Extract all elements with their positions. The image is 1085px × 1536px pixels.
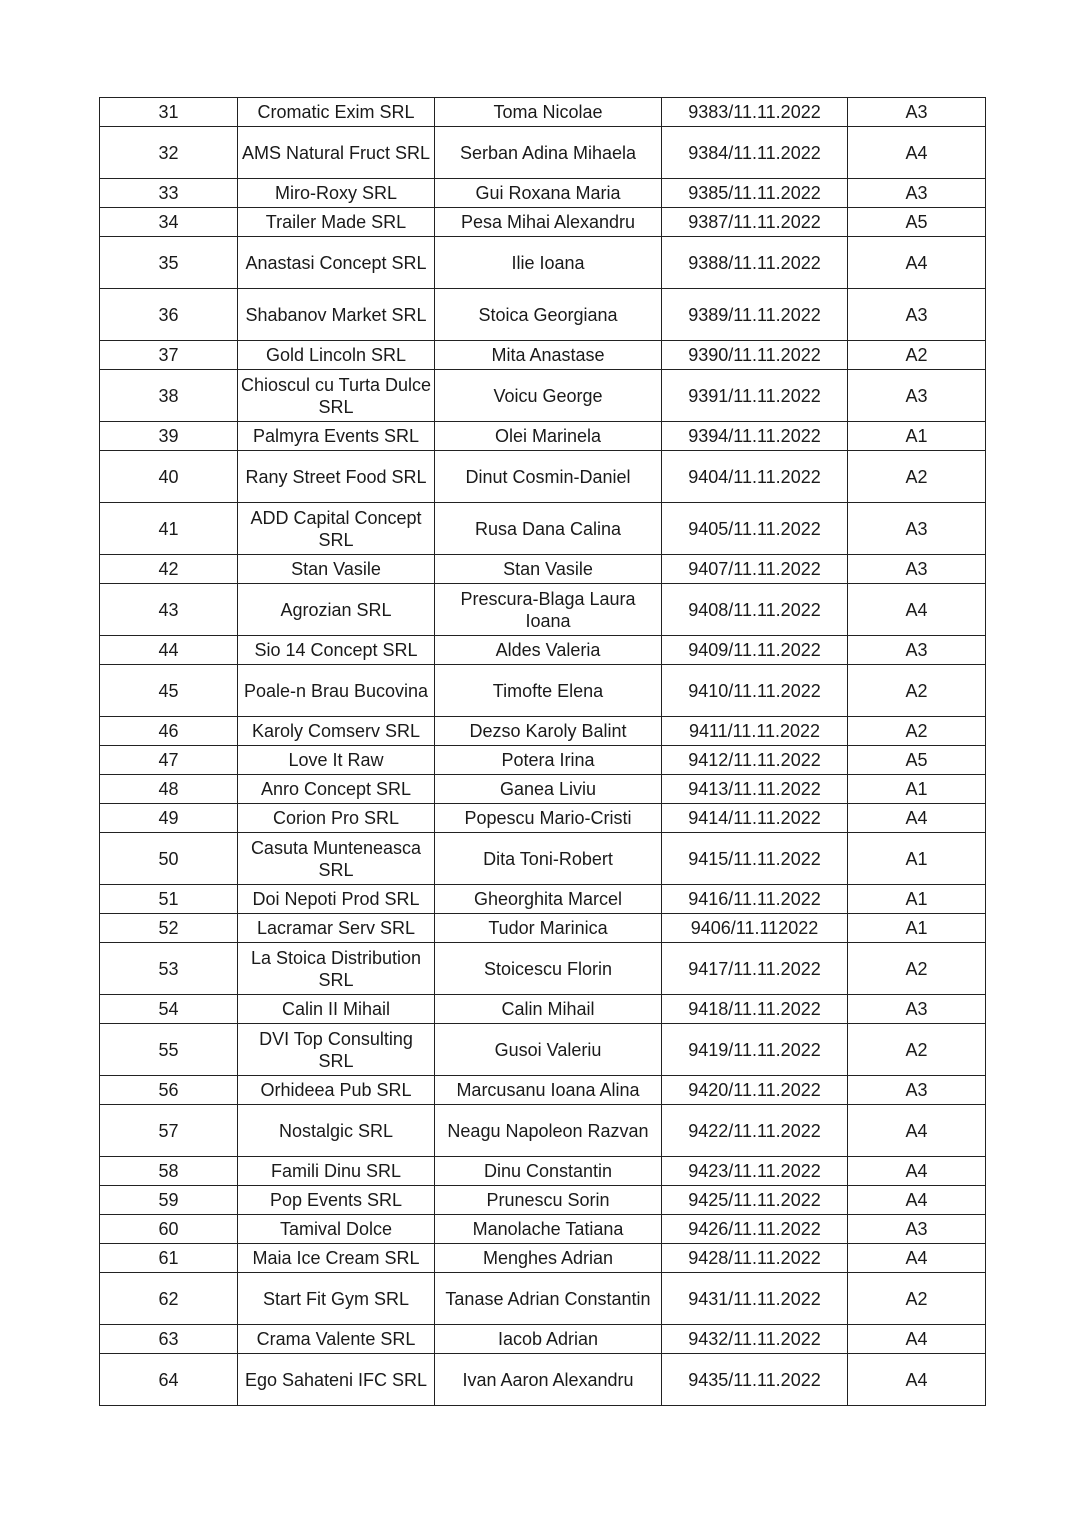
company-name: Stan Vasile (238, 555, 435, 584)
category-code: A1 (848, 422, 986, 451)
registration-number: 9394/11.11.2022 (662, 422, 848, 451)
category-code: A2 (848, 341, 986, 370)
category-code: A2 (848, 1273, 986, 1325)
row-number: 41 (100, 503, 238, 555)
representative-name: Toma Nicolae (435, 98, 662, 127)
representative-name: Dita Toni-Robert (435, 833, 662, 885)
row-number: 64 (100, 1354, 238, 1406)
row-number: 36 (100, 289, 238, 341)
company-name: Ego Sahateni IFC SRL (238, 1354, 435, 1406)
representative-name: Iacob Adrian (435, 1325, 662, 1354)
category-code: A3 (848, 1076, 986, 1105)
representative-name: Rusa Dana Calina (435, 503, 662, 555)
company-name: Shabanov Market SRL (238, 289, 435, 341)
category-code: A3 (848, 995, 986, 1024)
row-number: 35 (100, 237, 238, 289)
registration-number: 9416/11.11.2022 (662, 885, 848, 914)
row-number: 43 (100, 584, 238, 636)
company-name: Anro Concept SRL (238, 775, 435, 804)
company-name: Tamival Dolce (238, 1215, 435, 1244)
row-number: 33 (100, 179, 238, 208)
row-number: 61 (100, 1244, 238, 1273)
company-name: Crama Valente SRL (238, 1325, 435, 1354)
registration-number: 9407/11.11.2022 (662, 555, 848, 584)
company-name: Palmyra Events SRL (238, 422, 435, 451)
category-code: A1 (848, 885, 986, 914)
representative-name: Mita Anastase (435, 341, 662, 370)
registration-number: 9432/11.11.2022 (662, 1325, 848, 1354)
company-name: Rany Street Food SRL (238, 451, 435, 503)
registration-number: 9419/11.11.2022 (662, 1024, 848, 1076)
registration-number: 9390/11.11.2022 (662, 341, 848, 370)
representative-name: Dezso Karoly Balint (435, 717, 662, 746)
representative-name: Popescu Mario-Cristi (435, 804, 662, 833)
representative-name: Tanase Adrian Constantin (435, 1273, 662, 1325)
row-number: 48 (100, 775, 238, 804)
row-number: 31 (100, 98, 238, 127)
category-code: A4 (848, 804, 986, 833)
row-number: 57 (100, 1105, 238, 1157)
company-name: Corion Pro SRL (238, 804, 435, 833)
company-name: Start Fit Gym SRL (238, 1273, 435, 1325)
representative-name: Prunescu Sorin (435, 1186, 662, 1215)
category-code: A3 (848, 370, 986, 422)
representative-name: Manolache Tatiana (435, 1215, 662, 1244)
company-name: Anastasi Concept SRL (238, 237, 435, 289)
company-name: Orhideea Pub SRL (238, 1076, 435, 1105)
registration-number: 9418/11.11.2022 (662, 995, 848, 1024)
category-code: A4 (848, 1354, 986, 1406)
row-number: 59 (100, 1186, 238, 1215)
representative-name: Voicu George (435, 370, 662, 422)
row-number: 52 (100, 914, 238, 943)
company-name: Poale-n Brau Bucovina (238, 665, 435, 717)
registration-number: 9420/11.11.2022 (662, 1076, 848, 1105)
row-number: 49 (100, 804, 238, 833)
representative-name: Stoicescu Florin (435, 943, 662, 995)
row-number: 51 (100, 885, 238, 914)
representative-name: Menghes Adrian (435, 1244, 662, 1273)
category-code: A4 (848, 1325, 986, 1354)
row-number: 42 (100, 555, 238, 584)
company-name: La Stoica Distribution SRL (238, 943, 435, 995)
registration-number: 9409/11.11.2022 (662, 636, 848, 665)
category-code: A4 (848, 127, 986, 179)
registration-number: 9417/11.11.2022 (662, 943, 848, 995)
representative-name: Pesa Mihai Alexandru (435, 208, 662, 237)
representative-name: Timofte Elena (435, 665, 662, 717)
company-name: ADD Capital Concept SRL (238, 503, 435, 555)
category-code: A1 (848, 833, 986, 885)
category-code: A3 (848, 289, 986, 341)
registration-number: 9388/11.11.2022 (662, 237, 848, 289)
representative-name: Prescura-Blaga Laura Ioana (435, 584, 662, 636)
representative-name: Ivan Aaron Alexandru (435, 1354, 662, 1406)
category-code: A3 (848, 98, 986, 127)
row-number: 39 (100, 422, 238, 451)
row-number: 40 (100, 451, 238, 503)
registration-number: 9408/11.11.2022 (662, 584, 848, 636)
row-number: 54 (100, 995, 238, 1024)
registration-number: 9414/11.11.2022 (662, 804, 848, 833)
row-number: 53 (100, 943, 238, 995)
representative-name: Ilie Ioana (435, 237, 662, 289)
category-code: A1 (848, 775, 986, 804)
registration-number: 9422/11.11.2022 (662, 1105, 848, 1157)
registration-number: 9411/11.11.2022 (662, 717, 848, 746)
registration-number: 9384/11.11.2022 (662, 127, 848, 179)
registry-table-body (100, 98, 986, 1406)
representative-name: Gusoi Valeriu (435, 1024, 662, 1076)
company-name: Karoly Comserv SRL (238, 717, 435, 746)
company-name: Chioscul cu Turta Dulce SRL (238, 370, 435, 422)
company-name: Lacramar Serv SRL (238, 914, 435, 943)
category-code: A2 (848, 717, 986, 746)
representative-name: Aldes Valeria (435, 636, 662, 665)
representative-name: Neagu Napoleon Razvan (435, 1105, 662, 1157)
representative-name: Gui Roxana Maria (435, 179, 662, 208)
registration-number: 9426/11.11.2022 (662, 1215, 848, 1244)
company-name: Nostalgic SRL (238, 1105, 435, 1157)
row-number: 37 (100, 341, 238, 370)
representative-name: Calin Mihail (435, 995, 662, 1024)
registration-number: 9404/11.11.2022 (662, 451, 848, 503)
registry-table (99, 97, 986, 1406)
row-number: 62 (100, 1273, 238, 1325)
registration-number: 9425/11.11.2022 (662, 1186, 848, 1215)
category-code: A4 (848, 1157, 986, 1186)
registration-number: 9428/11.11.2022 (662, 1244, 848, 1273)
category-code: A5 (848, 208, 986, 237)
category-code: A2 (848, 943, 986, 995)
row-number: 50 (100, 833, 238, 885)
representative-name: Stan Vasile (435, 555, 662, 584)
company-name: Calin II Mihail (238, 995, 435, 1024)
registration-number: 9423/11.11.2022 (662, 1157, 848, 1186)
category-code: A4 (848, 1244, 986, 1273)
registration-number: 9383/11.11.2022 (662, 98, 848, 127)
representative-name: Olei Marinela (435, 422, 662, 451)
row-number: 45 (100, 665, 238, 717)
category-code: A2 (848, 665, 986, 717)
representative-name: Serban Adina Mihaela (435, 127, 662, 179)
registration-number: 9387/11.11.2022 (662, 208, 848, 237)
row-number: 60 (100, 1215, 238, 1244)
registration-number: 9406/11.112022 (662, 914, 848, 943)
row-number: 46 (100, 717, 238, 746)
category-code: A4 (848, 1105, 986, 1157)
category-code: A4 (848, 1186, 986, 1215)
representative-name: Dinut Cosmin-Daniel (435, 451, 662, 503)
row-number: 34 (100, 208, 238, 237)
company-name: Love It Raw (238, 746, 435, 775)
registration-number: 9385/11.11.2022 (662, 179, 848, 208)
category-code: A3 (848, 555, 986, 584)
company-name: Sio 14 Concept SRL (238, 636, 435, 665)
document-page (99, 97, 986, 1406)
category-code: A4 (848, 584, 986, 636)
row-number: 32 (100, 127, 238, 179)
registration-number: 9410/11.11.2022 (662, 665, 848, 717)
row-number: 47 (100, 746, 238, 775)
representative-name: Gheorghita Marcel (435, 885, 662, 914)
company-name: Gold Lincoln SRL (238, 341, 435, 370)
company-name: Trailer Made SRL (238, 208, 435, 237)
registration-number: 9435/11.11.2022 (662, 1354, 848, 1406)
company-name: Miro-Roxy SRL (238, 179, 435, 208)
row-number: 58 (100, 1157, 238, 1186)
company-name: DVI Top Consulting SRL (238, 1024, 435, 1076)
representative-name: Tudor Marinica (435, 914, 662, 943)
registration-number: 9415/11.11.2022 (662, 833, 848, 885)
registration-number: 9389/11.11.2022 (662, 289, 848, 341)
row-number: 56 (100, 1076, 238, 1105)
company-name: Famili Dinu SRL (238, 1157, 435, 1186)
company-name: Cromatic Exim SRL (238, 98, 435, 127)
company-name: Pop Events SRL (238, 1186, 435, 1215)
company-name: Casuta Munteneasca SRL (238, 833, 435, 885)
category-code: A3 (848, 503, 986, 555)
row-number: 38 (100, 370, 238, 422)
category-code: A5 (848, 746, 986, 775)
representative-name: Potera Irina (435, 746, 662, 775)
category-code: A3 (848, 1215, 986, 1244)
category-code: A4 (848, 237, 986, 289)
company-name: Maia Ice Cream SRL (238, 1244, 435, 1273)
representative-name: Marcusanu Ioana Alina (435, 1076, 662, 1105)
category-code: A3 (848, 636, 986, 665)
row-number: 55 (100, 1024, 238, 1076)
company-name: Agrozian SRL (238, 584, 435, 636)
registration-number: 9405/11.11.2022 (662, 503, 848, 555)
row-number: 63 (100, 1325, 238, 1354)
representative-name: Dinu Constantin (435, 1157, 662, 1186)
representative-name: Ganea Liviu (435, 775, 662, 804)
category-code: A2 (848, 1024, 986, 1076)
registration-number: 9413/11.11.2022 (662, 775, 848, 804)
registration-number: 9431/11.11.2022 (662, 1273, 848, 1325)
company-name: AMS Natural Fruct SRL (238, 127, 435, 179)
category-code: A2 (848, 451, 986, 503)
category-code: A3 (848, 179, 986, 208)
category-code: A1 (848, 914, 986, 943)
registration-number: 9391/11.11.2022 (662, 370, 848, 422)
registration-number: 9412/11.11.2022 (662, 746, 848, 775)
representative-name: Stoica Georgiana (435, 289, 662, 341)
company-name: Doi Nepoti Prod SRL (238, 885, 435, 914)
row-number: 44 (100, 636, 238, 665)
